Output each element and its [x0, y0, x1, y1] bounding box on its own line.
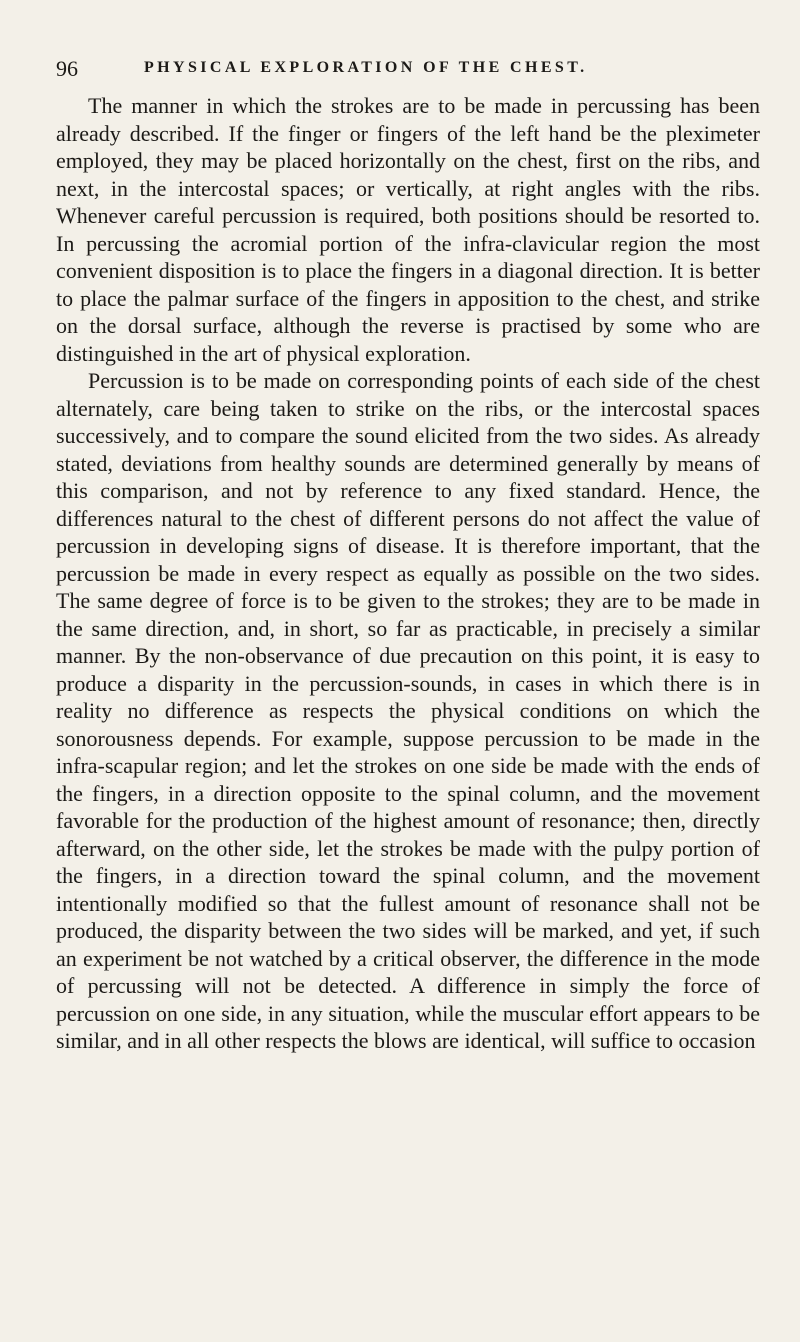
running-head	[56, 52, 760, 82]
paragraph-pleximeter: The manner in which the strokes are to be made in percussing has been already described. If the finger or fingers of the left hand be the pleximeter employed, they may be placed horizontally on the chest, first on the ribs, and next, in the intercostal spaces; or vertically, at right angles with the ribs. Whenever careful percussion is required, both positions should be resorted to. In percussing the acromial portion of the infra-clavicular region the most convenient disposition is to place the fingers in a diagonal direction. It is better to place the palmar surface of the fingers in apposition to the chest, and strike on the dorsal surface, although the reverse is practised by some who are distinguished in the art of physical exploration.	[56, 93, 760, 366]
running-title: PHYSICAL EXPLORATION OF THE CHEST.	[144, 59, 588, 76]
body-text	[56, 92, 760, 1055]
paragraph-comparison: Percussion is to be made on corresponding points of each side of the chest alternately, care being taken to strike on the ribs, or the intercostal spaces successively, and to compare the sound elicited from the two sides. As already stated, deviations from healthy sounds are determined generally by means of this comparison, and not by reference to any fixed standard. Hence, the differences natural to the chest of different persons do not affect the value of percussion in developing signs of disease. It is therefore important, that the percussion be made in every respect as equally as possible on the two sides. The same degree of force is to be given to the strokes; they are to be made in the same direction, and, in short, so far as practicable, in precisely a similar manner. By the non-observance of due precaution on this point, it is easy to produce a disparity in the percussion-sounds, in cases in which there is in reality no difference as respects the physical conditions on which the sonorousness depends. For example, suppose percussion to be made in the infra-scapular region; and let the strokes on one side be made with the ends of the fingers, in a direction opposite to the spinal column, and the movement favorable for the production of the highest amount of resonance; then, directly afterward, on the other side, let the strokes be made with the pulpy portion of the fingers, in a direction toward the spinal column, and the movement intentionally modified so that the fullest amount of resonance shall not be produced, the disparity between the two sides will be marked, and yet, if such an experiment be not watched by a critical observer, the difference in the mode of percussing will not be detected. A difference in simply the force of percussion on one side, in any situation, while the muscular effort appears to be similar, and in all other respects the blows are identical, will suffice to occasion	[56, 368, 760, 1053]
page-number: 96	[56, 56, 78, 81]
